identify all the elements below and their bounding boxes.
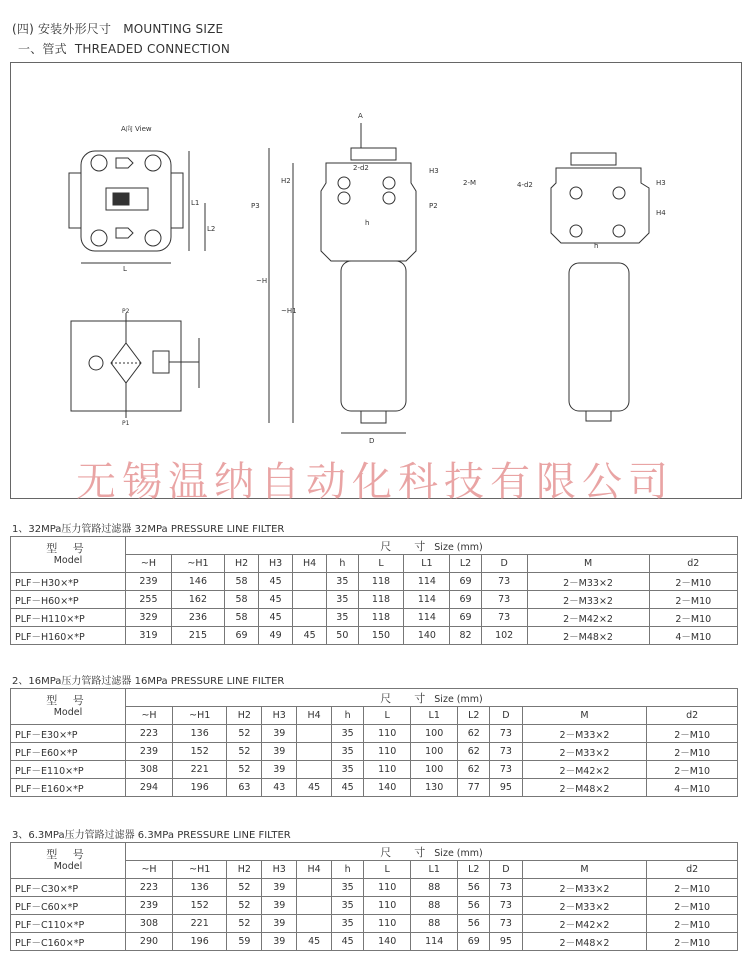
svg-text:P3: P3 xyxy=(251,202,260,210)
filter-bowl xyxy=(341,261,406,411)
value-cell: 130 xyxy=(411,779,458,797)
value-cell: 110 xyxy=(364,897,411,915)
value-cell: 59 xyxy=(227,933,262,951)
section-header xyxy=(12,20,223,37)
value-cell: 239 xyxy=(126,897,173,915)
table-row xyxy=(11,725,738,743)
value-cell: 2－M33×2 xyxy=(522,743,647,761)
value-cell xyxy=(297,725,332,743)
value-cell: 62 xyxy=(458,743,490,761)
value-cell: 56 xyxy=(458,897,490,915)
column-header: ~H1 xyxy=(173,861,227,879)
value-cell: 136 xyxy=(173,879,227,897)
table-row xyxy=(11,897,738,915)
value-cell: 196 xyxy=(173,779,227,797)
value-cell: 2－M10 xyxy=(649,591,737,609)
column-header: ~H1 xyxy=(171,555,224,573)
value-cell: 114 xyxy=(411,933,458,951)
table-title-3: 3、6.3MPa压力管路过滤器 6.3MPa PRESSURE LINE FILTER xyxy=(12,830,291,841)
value-cell: 110 xyxy=(364,761,411,779)
value-cell: 49 xyxy=(259,627,293,645)
svg-text:2-d2: 2-d2 xyxy=(353,164,369,172)
value-cell: 4－M10 xyxy=(647,779,738,797)
svg-text:L1: L1 xyxy=(191,199,200,207)
value-cell: 88 xyxy=(411,897,458,915)
value-cell: 45 xyxy=(293,627,327,645)
sub-header-en: THREADED CONNECTION xyxy=(74,42,231,56)
header-title-cn: (四) 安装外形尺寸 xyxy=(12,22,112,36)
sub-header-cn: 一、管式 xyxy=(18,42,67,56)
value-cell: 52 xyxy=(227,743,262,761)
value-cell xyxy=(297,897,332,915)
spec-table-6-3mpa xyxy=(10,842,738,951)
value-cell: 319 xyxy=(126,627,172,645)
value-cell xyxy=(297,879,332,897)
column-header: H4 xyxy=(297,861,332,879)
value-cell: 221 xyxy=(173,761,227,779)
technical-drawing xyxy=(11,63,741,498)
svg-text:H2: H2 xyxy=(281,177,291,185)
svg-text:L: L xyxy=(123,265,127,273)
value-cell: 2－M42×2 xyxy=(527,609,649,627)
column-header: h xyxy=(332,707,364,725)
table-title-1: 1、32MPa压力管路过滤器 32MPa PRESSURE LINE FILTER xyxy=(12,524,285,535)
column-header: H3 xyxy=(259,555,293,573)
drawing-frame xyxy=(10,62,742,499)
svg-text:D: D xyxy=(369,437,375,445)
column-header: L2 xyxy=(450,555,481,573)
column-header: H3 xyxy=(262,861,297,879)
column-header: L1 xyxy=(404,555,450,573)
model-cell: PLF－H110×*P xyxy=(11,609,126,627)
value-cell: 73 xyxy=(481,573,527,591)
value-cell: 196 xyxy=(173,933,227,951)
value-cell: 58 xyxy=(225,573,259,591)
column-header: H3 xyxy=(262,707,297,725)
value-cell: 114 xyxy=(404,609,450,627)
value-cell: 52 xyxy=(227,897,262,915)
column-header: L xyxy=(364,707,411,725)
value-cell: 223 xyxy=(126,879,173,897)
value-cell: 69 xyxy=(450,591,481,609)
value-cell: 45 xyxy=(332,779,364,797)
column-header: L2 xyxy=(458,707,490,725)
table-row xyxy=(11,761,738,779)
value-cell: 308 xyxy=(126,761,173,779)
value-cell: 2－M10 xyxy=(647,897,738,915)
value-cell: 35 xyxy=(332,897,364,915)
column-header: d2 xyxy=(649,555,737,573)
value-cell: 45 xyxy=(297,933,332,951)
side-indicator xyxy=(571,153,616,165)
value-cell: 329 xyxy=(126,609,172,627)
value-cell: 73 xyxy=(481,591,527,609)
column-header: L1 xyxy=(411,707,458,725)
value-cell: 58 xyxy=(225,591,259,609)
column-header: h xyxy=(332,861,364,879)
svg-text:P1: P1 xyxy=(122,420,130,427)
value-cell: 2－M10 xyxy=(647,933,738,951)
column-header: M xyxy=(527,555,649,573)
column-header: ~H xyxy=(126,861,173,879)
spec-table-16mpa xyxy=(10,688,738,797)
value-cell: 52 xyxy=(227,915,262,933)
svg-text:L2: L2 xyxy=(207,225,216,233)
svg-text:P2: P2 xyxy=(122,308,130,315)
value-cell: 140 xyxy=(364,779,411,797)
value-cell: 2－M10 xyxy=(649,609,737,627)
value-cell: 140 xyxy=(364,933,411,951)
value-cell: 69 xyxy=(450,573,481,591)
value-cell: 2－M10 xyxy=(647,725,738,743)
value-cell: 136 xyxy=(173,725,227,743)
column-header: L2 xyxy=(458,861,490,879)
value-cell: 2－M42×2 xyxy=(522,761,647,779)
value-cell: 95 xyxy=(490,933,522,951)
filter-head xyxy=(321,163,416,261)
value-cell xyxy=(293,591,327,609)
value-cell: 2－M48×2 xyxy=(522,779,647,797)
value-cell: 63 xyxy=(227,779,262,797)
value-cell: 73 xyxy=(481,609,527,627)
value-cell: 88 xyxy=(411,915,458,933)
value-cell xyxy=(297,743,332,761)
model-cell: PLF－H60×*P xyxy=(11,591,126,609)
value-cell: 39 xyxy=(262,897,297,915)
value-cell: 2－M10 xyxy=(649,573,737,591)
value-cell: 239 xyxy=(126,743,173,761)
column-header: D xyxy=(490,861,522,879)
value-cell: 2－M10 xyxy=(647,761,738,779)
value-cell: 88 xyxy=(411,879,458,897)
column-header: ~H1 xyxy=(173,707,227,725)
value-cell: 2－M33×2 xyxy=(522,725,647,743)
model-cell: PLF－C110×*P xyxy=(11,915,126,933)
value-cell xyxy=(293,609,327,627)
table-row xyxy=(11,573,738,591)
model-cell: PLF－H160×*P xyxy=(11,627,126,645)
size-header: 尺 寸 Size (mm) xyxy=(126,843,738,861)
value-cell: 62 xyxy=(458,725,490,743)
a-view-left-port xyxy=(69,173,81,228)
value-cell: 152 xyxy=(173,743,227,761)
column-header: d2 xyxy=(647,861,738,879)
table-title-2: 2、16MPa压力管路过滤器 16MPa PRESSURE LINE FILTER xyxy=(12,676,285,687)
column-header: ~H xyxy=(126,707,173,725)
value-cell: 294 xyxy=(126,779,173,797)
value-cell: 102 xyxy=(481,627,527,645)
value-cell: 100 xyxy=(411,725,458,743)
indicator xyxy=(351,148,396,160)
column-header: H2 xyxy=(227,707,262,725)
value-cell: 52 xyxy=(227,761,262,779)
value-cell xyxy=(297,761,332,779)
value-cell: 110 xyxy=(364,879,411,897)
value-cell: 45 xyxy=(332,933,364,951)
value-cell: 45 xyxy=(259,573,293,591)
value-cell: 39 xyxy=(262,933,297,951)
svg-text:4-d2: 4-d2 xyxy=(517,181,533,189)
value-cell: 215 xyxy=(171,627,224,645)
value-cell: 39 xyxy=(262,915,297,933)
value-cell: 255 xyxy=(126,591,172,609)
table-row xyxy=(11,915,738,933)
spec-table-32mpa xyxy=(10,536,738,645)
a-view-right-port xyxy=(171,173,183,228)
value-cell: 45 xyxy=(297,779,332,797)
value-cell: 35 xyxy=(332,725,364,743)
value-cell: 118 xyxy=(358,573,404,591)
svg-text:h: h xyxy=(365,219,370,227)
value-cell: 2－M33×2 xyxy=(522,879,647,897)
value-cell: 118 xyxy=(358,591,404,609)
value-cell: 146 xyxy=(171,573,224,591)
value-cell: 56 xyxy=(458,879,490,897)
value-cell: 110 xyxy=(364,725,411,743)
value-cell: 39 xyxy=(262,879,297,897)
view-label: A向 View xyxy=(121,125,152,133)
value-cell: 239 xyxy=(126,573,172,591)
table-row xyxy=(11,779,738,797)
value-cell: 73 xyxy=(490,743,522,761)
value-cell: 2－M48×2 xyxy=(527,627,649,645)
size-header: 尺 寸 Size (mm) xyxy=(126,537,738,555)
value-cell: 223 xyxy=(126,725,173,743)
column-header: d2 xyxy=(647,707,738,725)
model-header: 型 号 Model xyxy=(11,689,126,725)
value-cell: 62 xyxy=(458,761,490,779)
table-row xyxy=(11,627,738,645)
model-cell: PLF－E110×*P xyxy=(11,761,126,779)
value-cell: 35 xyxy=(332,743,364,761)
value-cell: 77 xyxy=(458,779,490,797)
column-header: M xyxy=(522,861,647,879)
value-cell: 50 xyxy=(327,627,358,645)
value-cell: 118 xyxy=(358,609,404,627)
value-cell: 73 xyxy=(490,761,522,779)
table-row xyxy=(11,743,738,761)
value-cell: 2－M42×2 xyxy=(522,915,647,933)
model-header: 型 号 Model xyxy=(11,843,126,879)
value-cell: 2－M10 xyxy=(647,743,738,761)
value-cell: 152 xyxy=(173,897,227,915)
model-cell: PLF－C60×*P xyxy=(11,897,126,915)
size-header: 尺 寸 Size (mm) xyxy=(126,689,738,707)
header-title-en: MOUNTING SIZE xyxy=(123,22,224,36)
value-cell: 114 xyxy=(404,591,450,609)
value-cell: 221 xyxy=(173,915,227,933)
value-cell: 290 xyxy=(126,933,173,951)
table-row xyxy=(11,879,738,897)
column-header: M xyxy=(522,707,647,725)
value-cell: 2－M33×2 xyxy=(522,897,647,915)
side-head xyxy=(551,168,649,243)
value-cell: 52 xyxy=(227,725,262,743)
column-header: h xyxy=(327,555,358,573)
column-header: D xyxy=(481,555,527,573)
value-cell: 52 xyxy=(227,879,262,897)
value-cell: 56 xyxy=(458,915,490,933)
svg-text:~H1: ~H1 xyxy=(281,307,297,315)
model-header: 型 号 Model xyxy=(11,537,126,573)
value-cell: 140 xyxy=(404,627,450,645)
value-cell: 39 xyxy=(262,725,297,743)
table-row xyxy=(11,933,738,951)
value-cell: 150 xyxy=(358,627,404,645)
model-cell: PLF－H30×*P xyxy=(11,573,126,591)
value-cell: 100 xyxy=(411,761,458,779)
model-cell: PLF－E60×*P xyxy=(11,743,126,761)
value-cell: 35 xyxy=(332,879,364,897)
model-cell: PLF－E30×*P xyxy=(11,725,126,743)
side-bowl xyxy=(569,263,629,411)
value-cell: 69 xyxy=(225,627,259,645)
svg-text:A: A xyxy=(358,112,363,120)
value-cell: 35 xyxy=(332,761,364,779)
watermark: 无锡温纳自动化科技有限公司 xyxy=(76,459,674,505)
value-cell: 2－M33×2 xyxy=(527,591,649,609)
value-cell: 35 xyxy=(327,591,358,609)
value-cell: 73 xyxy=(490,915,522,933)
value-cell xyxy=(293,573,327,591)
value-cell: 69 xyxy=(450,609,481,627)
column-header: L xyxy=(358,555,404,573)
svg-text:H3: H3 xyxy=(429,167,439,175)
value-cell: 2－M10 xyxy=(647,879,738,897)
value-cell: 2－M33×2 xyxy=(527,573,649,591)
svg-text:P2: P2 xyxy=(429,202,438,210)
value-cell: 110 xyxy=(364,915,411,933)
column-header: ~H xyxy=(126,555,172,573)
column-header: H4 xyxy=(297,707,332,725)
value-cell: 114 xyxy=(404,573,450,591)
value-cell: 39 xyxy=(262,761,297,779)
value-cell: 82 xyxy=(450,627,481,645)
column-header: H2 xyxy=(227,861,262,879)
value-cell: 4－M10 xyxy=(649,627,737,645)
value-cell: 2－M10 xyxy=(647,915,738,933)
value-cell: 45 xyxy=(259,591,293,609)
value-cell: 73 xyxy=(490,897,522,915)
value-cell: 35 xyxy=(327,609,358,627)
model-cell: PLF－C160×*P xyxy=(11,933,126,951)
value-cell: 35 xyxy=(332,915,364,933)
value-cell: 100 xyxy=(411,743,458,761)
value-cell: 236 xyxy=(171,609,224,627)
value-cell: 95 xyxy=(490,779,522,797)
value-cell: 308 xyxy=(126,915,173,933)
svg-text:H4: H4 xyxy=(656,209,666,217)
column-header: D xyxy=(490,707,522,725)
column-header: L1 xyxy=(411,861,458,879)
column-header: H4 xyxy=(293,555,327,573)
svg-text:~H: ~H xyxy=(256,277,268,285)
column-header: L xyxy=(364,861,411,879)
value-cell xyxy=(297,915,332,933)
value-cell: 45 xyxy=(259,609,293,627)
value-cell: 162 xyxy=(171,591,224,609)
svg-text:h: h xyxy=(594,242,599,250)
value-cell: 73 xyxy=(490,725,522,743)
value-cell: 35 xyxy=(327,573,358,591)
table-row xyxy=(11,609,738,627)
value-cell: 43 xyxy=(262,779,297,797)
value-cell: 73 xyxy=(490,879,522,897)
column-header: H2 xyxy=(225,555,259,573)
sub-header xyxy=(18,40,230,57)
model-cell: PLF－C30×*P xyxy=(11,879,126,897)
model-cell: PLF－E160×*P xyxy=(11,779,126,797)
svg-text:H3: H3 xyxy=(656,179,666,187)
value-cell: 110 xyxy=(364,743,411,761)
value-cell: 39 xyxy=(262,743,297,761)
svg-text:2-M: 2-M xyxy=(463,179,477,187)
value-cell: 2－M48×2 xyxy=(522,933,647,951)
value-cell: 69 xyxy=(458,933,490,951)
value-cell: 58 xyxy=(225,609,259,627)
table-row xyxy=(11,591,738,609)
